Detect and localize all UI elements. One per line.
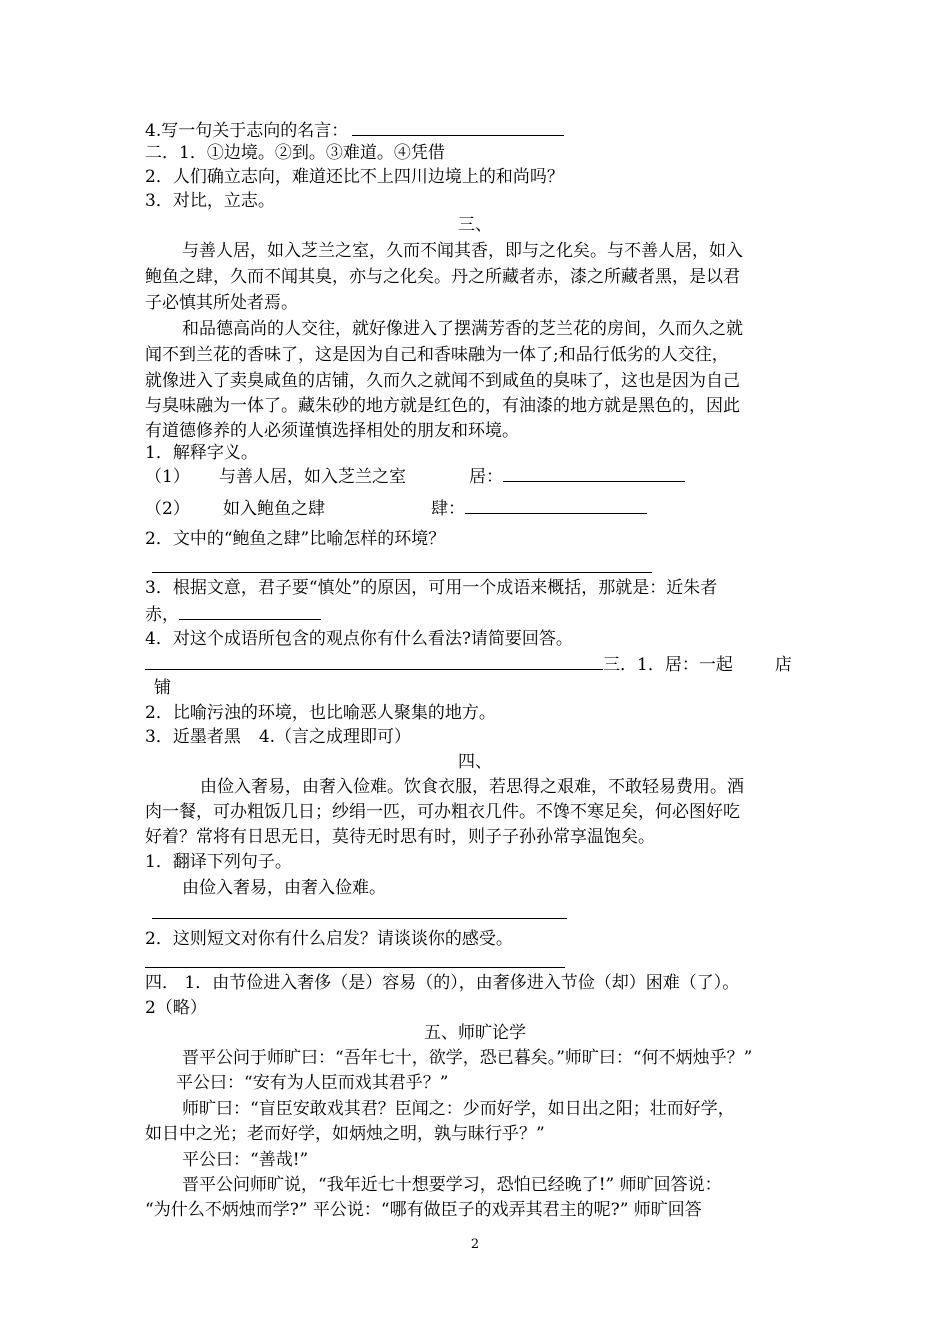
question-line: 2．文中的“鲍鱼之肆”比喻怎样的环境？ bbox=[145, 529, 446, 549]
passage-line: 如日中之光；老而好学，如炳烛之明，孰与昧行乎？” bbox=[145, 1124, 545, 1144]
question-line: 1．解释字义。 bbox=[145, 443, 258, 463]
answer-line: 四． 1．由节俭进入奢侈（是）容易（的），由奢侈进入节俭（却）困难（了）。 bbox=[145, 973, 740, 993]
passage-line: 和品德高尚的人交往，就好像进入了摆满芳香的芝兰花的房间，久而久之就 bbox=[182, 319, 743, 339]
answer-line: 三．1．居：一起 店 bbox=[145, 651, 810, 678]
passage-line: 子必慎其所处者焉。 bbox=[145, 293, 298, 313]
passage-line: 肉一餐，可办粗饭几日；纱绢一匹，可办粗衣几件。不馋不寒足矣，何必图好吃 bbox=[145, 802, 740, 822]
item-number: （1） bbox=[145, 467, 190, 487]
answer-blank bbox=[179, 601, 321, 620]
answer-rule bbox=[152, 918, 567, 919]
question-line: 由俭入奢易，由奢入俭难。 bbox=[182, 878, 386, 898]
answer-line: 2．人们确立志向，难道还比不上四川边境上的和尚吗？ bbox=[145, 167, 564, 187]
item-text: 与善人居，如入芝兰之室 bbox=[219, 467, 406, 487]
passage-line: 晋平公问师旷说，“我年近七十想要学习，恐怕已经晚了!” 师旷回答说： bbox=[182, 1175, 722, 1195]
question-line: 4.写一句关于志向的名言： bbox=[145, 117, 810, 144]
question-line: 1．翻译下列句子。 bbox=[145, 852, 292, 872]
passage-line: 就像进入了卖臭咸鱼的店铺，久而久之就闻不到咸鱼的臭味了，这也是因为自己 bbox=[145, 371, 740, 391]
answer-line: 铺 bbox=[154, 678, 171, 698]
question-line: 2．这则短文对你有什么启发？请谈谈你的感受。 bbox=[145, 929, 513, 949]
passage-line: 好着？常将有日思无日，莫待无时思有时，则子子孙孙常享温饱矣。 bbox=[145, 827, 655, 847]
passage-line: 平公曰：“善哉!” bbox=[182, 1150, 309, 1170]
question-line: 3．根据文意，君子要“慎处”的原因，可用一个成语来概括，那就是：近朱者 bbox=[145, 578, 718, 598]
section-heading: 四、 bbox=[458, 752, 492, 772]
question-line: 4．对这个成语所包含的观点你有什么看法?请简要回答。 bbox=[145, 629, 573, 649]
page-number: 2 bbox=[470, 1237, 480, 1252]
passage-line: 与臭味融为一体了。藏朱砂的地方就是红色的，有油漆的地方就是黑色的，因此 bbox=[145, 396, 740, 416]
item-number: （2） bbox=[145, 499, 190, 519]
passage-line: 师旷曰：“盲臣安敢戏其君？臣闻之：少而好学，如日出之阳；壮而好学， bbox=[182, 1099, 735, 1119]
section-heading: 三、 bbox=[458, 215, 492, 235]
passage-line: 有道德修养的人必须谨慎选择相处的朋友和环境。 bbox=[145, 421, 519, 441]
passage-line: 闻不到兰花的香味了，这是因为自己和香味融为一体了;和品行低劣的人交往， bbox=[145, 345, 729, 365]
passage-line: 由俭入奢易，由奢入俭难。饮食衣服，若思得之艰难，不敢轻易费用。酒 bbox=[200, 777, 744, 797]
answer-line: 二．1．①边境。②到。③难道。④凭借 bbox=[145, 143, 445, 163]
passage-line: 与善人居，如入芝兰之室，久而不闻其香，即与之化矣。与不善人居，如入 bbox=[182, 241, 743, 261]
answer-blank bbox=[352, 117, 564, 136]
answer-line: 2．比喻污浊的环境，也比喻恶人聚集的地方。 bbox=[145, 703, 496, 723]
item-word: 居： bbox=[469, 467, 503, 487]
answer-rule bbox=[145, 967, 565, 968]
answer-blank bbox=[503, 463, 685, 482]
item-word: 肆： bbox=[431, 499, 465, 519]
passage-line: 平公曰：“安有为人臣而戏其君乎？” bbox=[176, 1073, 449, 1093]
question-item bbox=[145, 463, 810, 490]
answer-blank bbox=[465, 495, 647, 514]
answer-rule bbox=[152, 572, 652, 573]
answer-line: 3．对比，立志。 bbox=[145, 191, 275, 211]
answer-line: 3．近墨者黑 4.（言之成理即可） bbox=[145, 727, 412, 747]
passage-line: 鲍鱼之肆，久而不闻其臭，亦与之化矣。丹之所藏者赤，漆之所藏者黑，是以君 bbox=[145, 267, 740, 287]
question-item bbox=[145, 495, 810, 522]
question-line: 赤， bbox=[145, 601, 810, 628]
item-text: 如入鲍鱼之肆 bbox=[223, 499, 325, 519]
section-heading: 五、师旷论学 bbox=[424, 1023, 526, 1043]
passage-line: 晋平公问于师旷曰：“吾年七十，欲学，恐已暮矣。”师旷曰：“何不炳烛乎？” bbox=[182, 1048, 753, 1068]
answer-blank bbox=[145, 651, 603, 670]
passage-line: “为什么不炳烛而学?” 平公说：“哪有做臣子的戏弄其君主的呢?” 师旷回答 bbox=[145, 1200, 702, 1220]
answer-line: 2（略） bbox=[145, 998, 207, 1018]
